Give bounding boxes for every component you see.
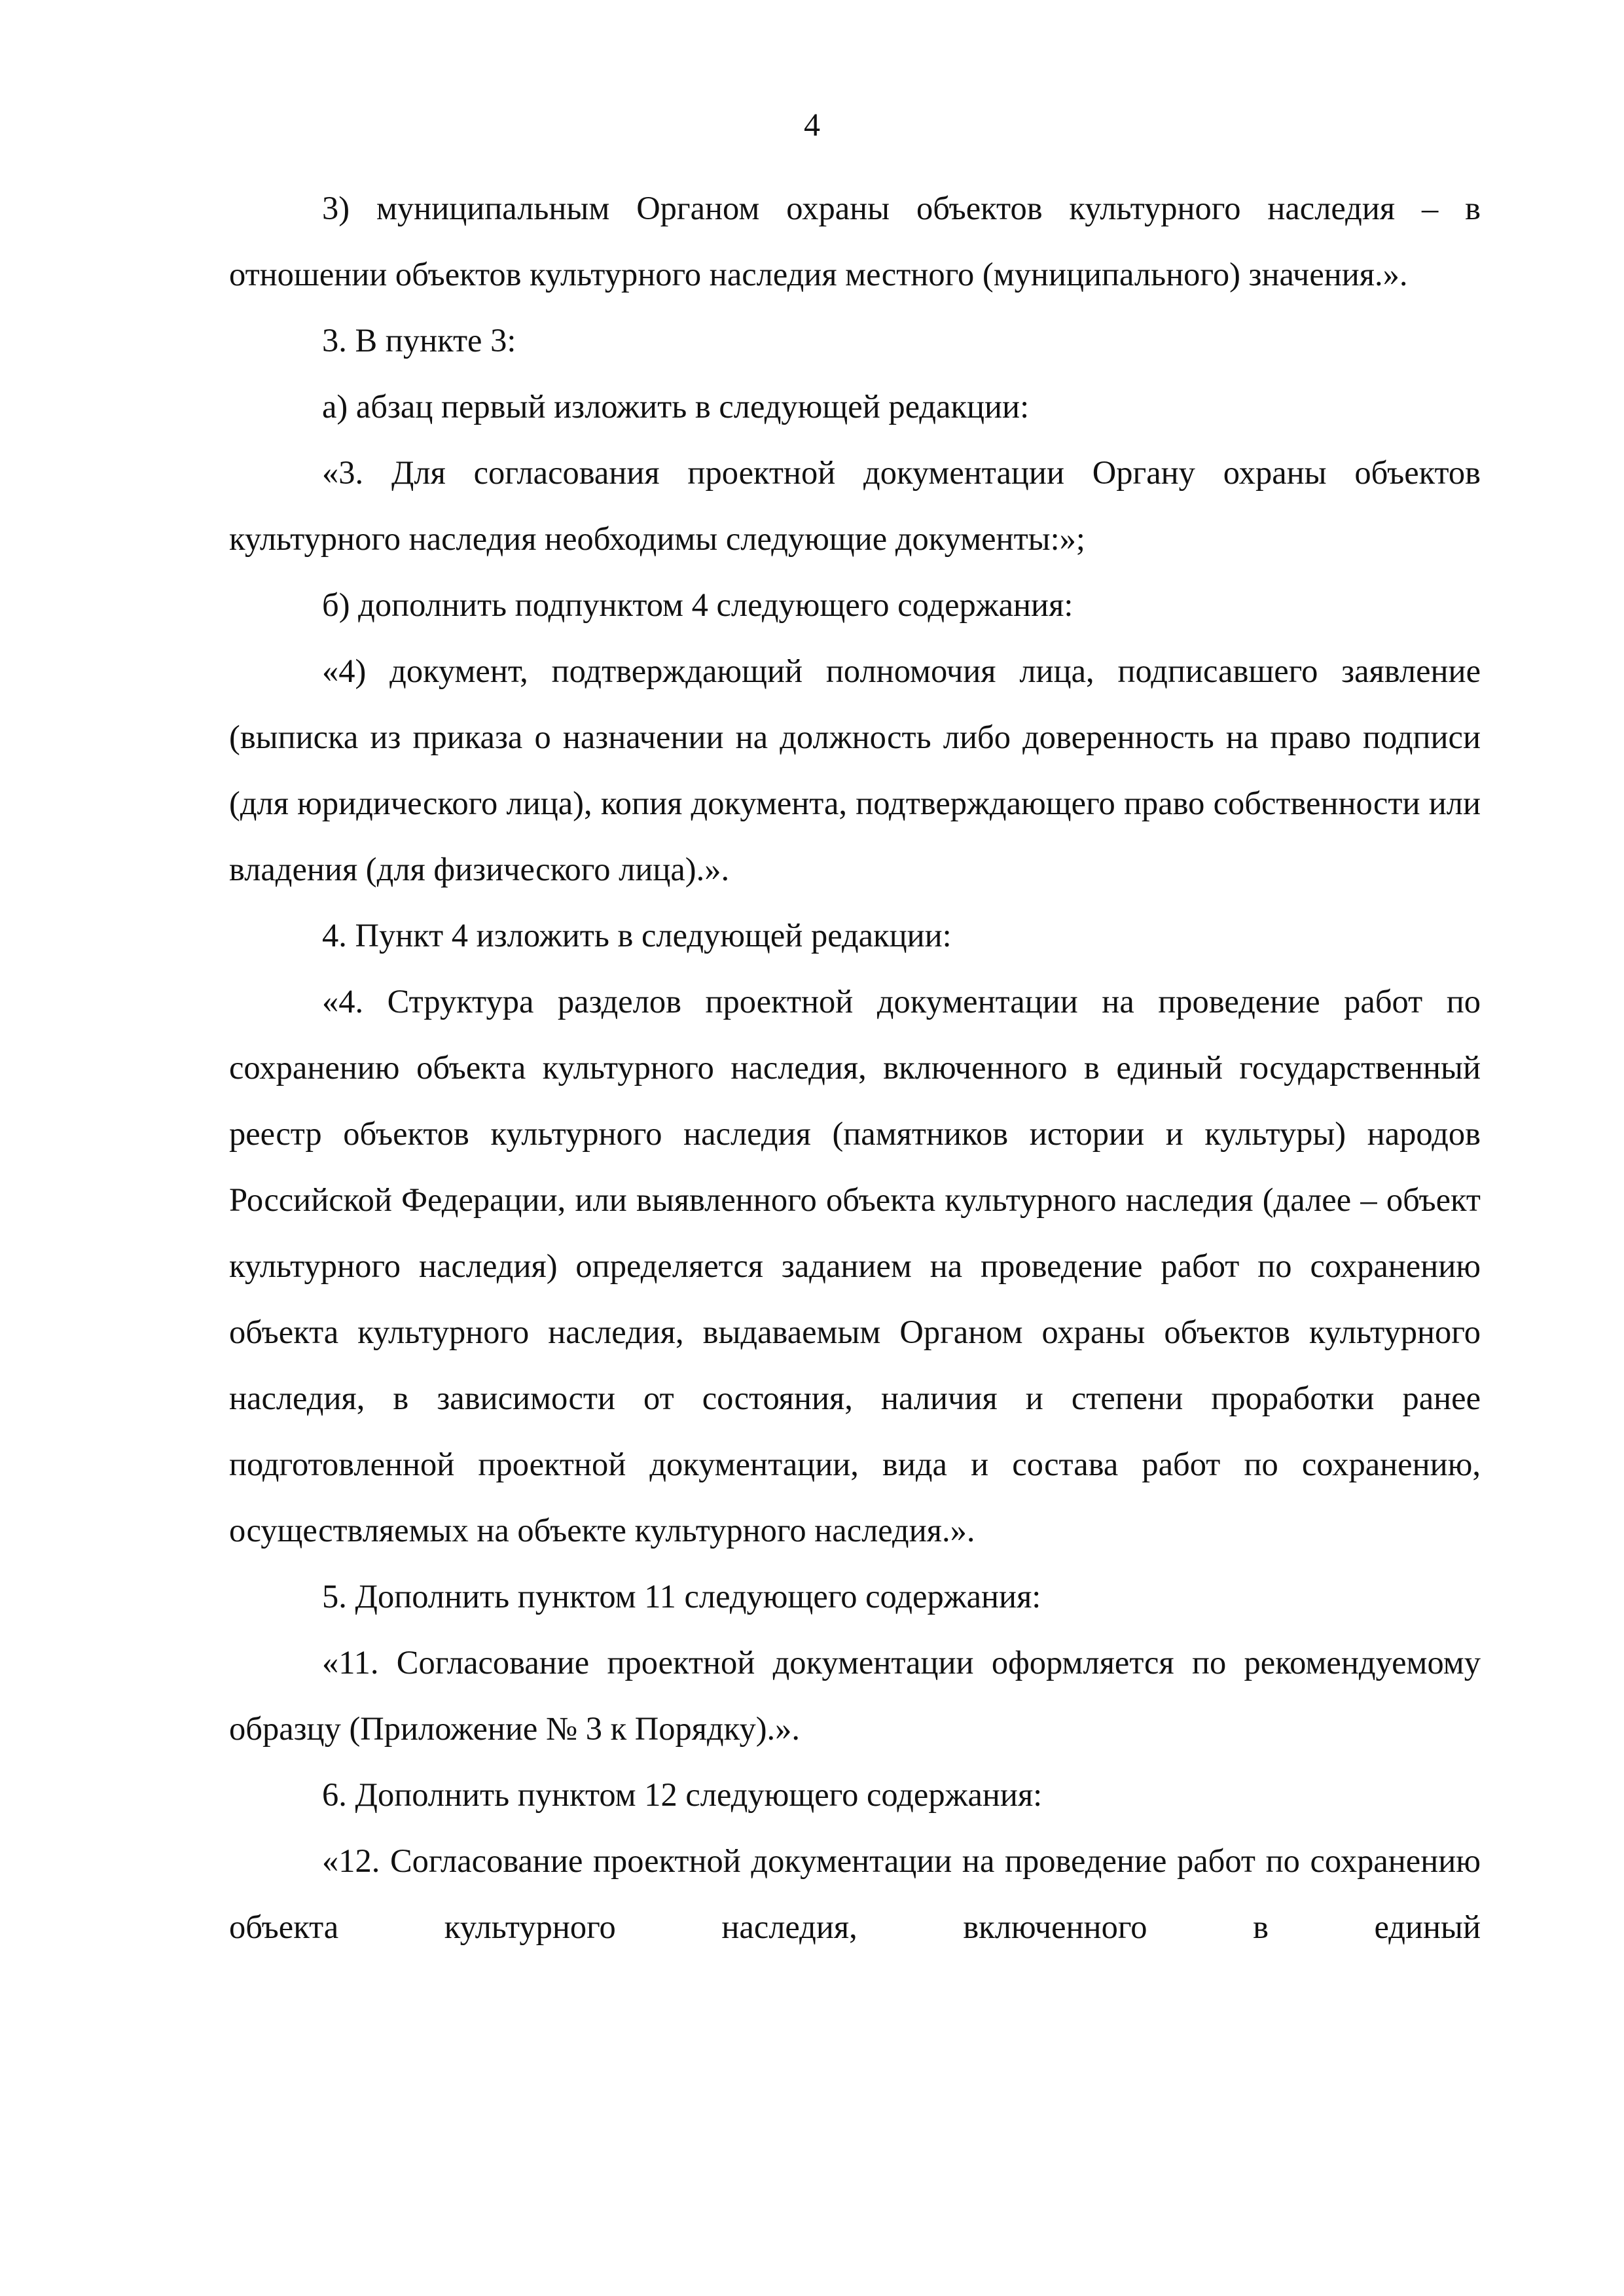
paragraph-point-5-heading: 5. Дополнить пунктом 11 следующего содержания: xyxy=(322,1578,1041,1615)
paragraph-subpoint-a: а) абзац первый изложить в следующей редакции: xyxy=(322,388,1030,425)
paragraph-quote-4-structure: «4. Структура разделов проектной документации на проведение работ по сохранению объекта культурного наследия, включенного в единый государственный реестр объектов культурного наследия (памятников истории и культуры) народов Российской Федерации, или выявленного объекта культурного наследия (далее – объект культурного наследия) определяется заданием на проведение работ по сохранению объекта культурного наследия, выдаваемым Органом охраны объектов культурного наследия, в зависимости от состояния, наличия и степени проработки ранее подготовленной проектной документации, вида и состава работ по сохранению, осуществляемых на объекте культурного наследия.». xyxy=(229,983,1481,1549)
paragraph-item-3-municipal: 3) муниципальным Органом охраны объектов культурного наследия – в отношении объектов культурного наследия местного (муниципального) значения.». xyxy=(229,190,1481,293)
paragraph-quote-12: «12. Согласование проектной документации на проведение работ по сохранению объекта культурного наследия, включенного в единый xyxy=(229,1842,1481,1945)
paragraph-subpoint-b: б) дополнить подпунктом 4 следующего содержания: xyxy=(322,586,1074,623)
paragraph-quote-11: «11. Согласование проектной документации оформляется по рекомендуемому образцу (Приложение № 3 к Порядку).». xyxy=(229,1644,1481,1747)
paragraph-quote-4-document: «4) документ, подтверждающий полномочия лица, подписавшего заявление (выписка из приказа о назначении на должность либо доверенность на право подписи (для юридического лица), копия документа, подтверждающего право собственности или владения (для физического лица).». xyxy=(229,653,1481,888)
paragraph-point-4-heading: 4. Пункт 4 изложить в следующей редакции: xyxy=(322,917,952,954)
paragraph-point-3-heading: 3. В пункте 3: xyxy=(322,322,516,359)
paragraph-point-6-heading: 6. Дополнить пунктом 12 следующего содержания: xyxy=(322,1776,1043,1813)
document-body xyxy=(229,175,1481,1960)
paragraph-quote-3: «3. Для согласования проектной документации Органу охраны объектов культурного наследия необходимы следующие документы:»; xyxy=(229,454,1481,557)
page-number: 4 xyxy=(804,106,820,143)
